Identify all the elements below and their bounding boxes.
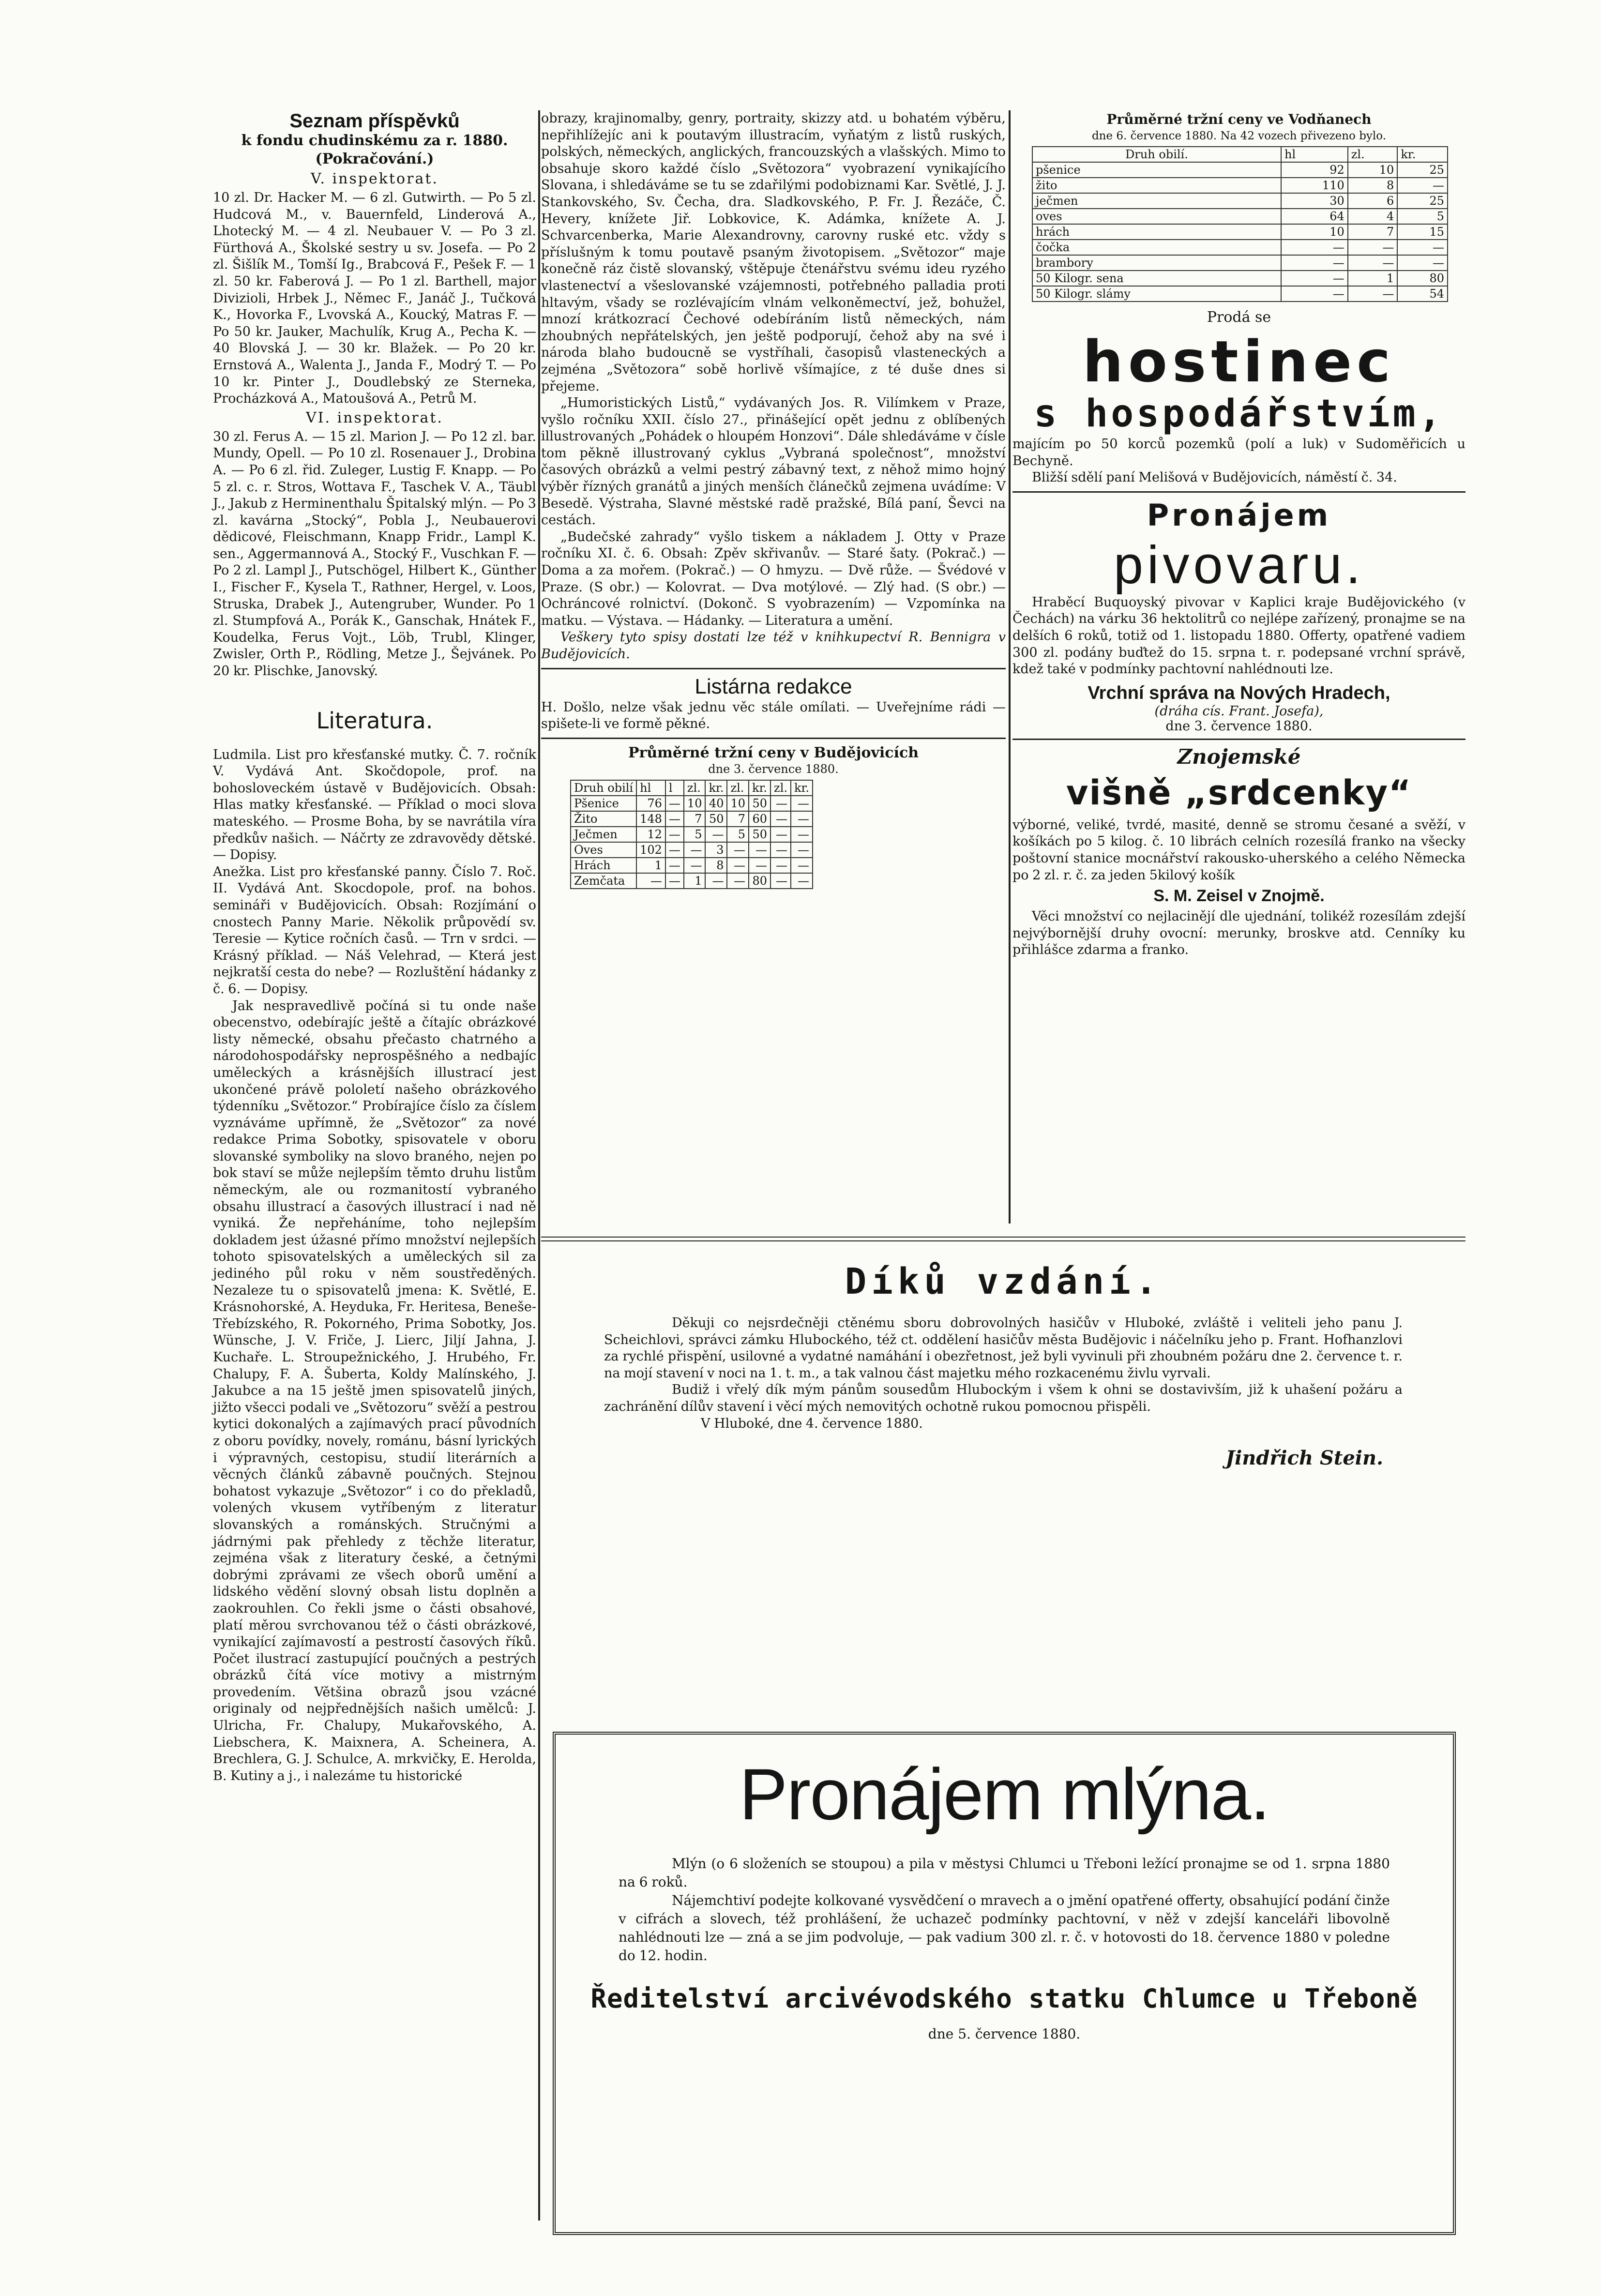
table-cell: — — [665, 873, 684, 889]
table-cell: 80 — [1397, 271, 1448, 286]
column-left — [213, 110, 536, 2259]
table-cell: 40 — [705, 796, 727, 811]
divider — [541, 668, 1006, 669]
table-cell: — — [770, 858, 791, 873]
table-cell: kr. — [749, 780, 770, 796]
table-cell: 7 — [1348, 224, 1398, 240]
table-cell: Pšenice — [571, 796, 636, 811]
table-cell: kr. — [705, 780, 727, 796]
table-cell: — — [665, 842, 684, 858]
table-cell: — — [636, 873, 665, 889]
literatura-ludmila: Ludmila. List pro křesťanské mutky. Č. 7. ročník V. Vydává Ant. Skočdopole, prof. na bohosloveckém ústavě v Budějovicích. Obsah: Hlas matky křesťanské. — Příklad o moci slova mateského. — Prosme Boha, by se navrátila víra předkův našich. — Náčrty ze zdravovědy dětské. — Dopisy. — [213, 747, 536, 863]
thanks-notice — [541, 1232, 1465, 1469]
table-cell: 1 — [684, 873, 706, 889]
hospodarstvim-title: s hospodářstvím, — [1034, 392, 1444, 436]
table-cell: — — [665, 811, 684, 827]
seznam-text-v: 10 zl. Dr. Hacker M. — 6 zl. Gutwirth. — Po 5 zl. Hudcová M., v. Bauernfeld, Linderová A., Lhotecký M. — 4 zl. Neubauer V. — Po 3 zl. Fürthová A., Školské sestry u sv. Josefa. — Po 2 zl. Šišlík M., Tomší Ig., Brabcová F., Pešek F. — 1 zl. 50 kr. Faberová J. — Po 1 zl. Barthell, major Divizioli, Hrbek J., Němec F., Janáč J., Tučková K., Hovorka F., Lvovská A., Koucký, Matras F. — Po 50 kr. Jauker, Machulík, Krug A., Pecha K. — 40 Blovská J. — 30 kr. Blažek. — Po 20 kr. Ernstová A., Walenta J., Janda F., Modrý T. — Po 10 kr. Pinter J., Doudlebský ze Sterneka, Procházková A., Matoušová A., Petrů M. — [213, 190, 536, 407]
table-cell: brambory — [1032, 255, 1281, 271]
table-cell: 102 — [636, 842, 665, 858]
zeisel-text: Věci množství co nejlacinějí dle ujednání, tolikéž rozesílám zdejší nejvýbornější druhy ovocní: merunky, broskve atd. Cenníky ku přihlášce zdarma a franko. — [1012, 909, 1465, 958]
literatura-title: Literatura. — [316, 707, 433, 734]
thanks-place: V Hluboké, dne 4. července 1880. — [701, 1416, 923, 1431]
thanks-text: Děkuji co nejsrdečněji ctěnému sboru dobrovolných hasičův v Hluboké, zvláště i veliteli jeho panu J. Scheichlovi, správci zámku Hlubockého, též ct. oddělení hasičův města Budějovic i náčelníku jeho p. Frant. Hofhanzlovi za rychlé přispění, usilovné a vydatné namáhání i obezřetnost, jež byli vyvinuli při zhoubném požáru dne 2. července t. r. na mojí stavení v noci na 1. t. m., a tak valnou část majetku mého rozkacenému živlu vyrvali. — [604, 1315, 1403, 1381]
table-cell: — — [749, 858, 770, 873]
prices-vodnany-title: Průměrné tržní ceny ve Vodňanech — [1106, 111, 1372, 127]
table-cell: 3 — [705, 842, 727, 858]
table-cell: — — [749, 842, 770, 858]
table-cell: 5 — [1397, 209, 1448, 224]
table-cell: — — [791, 873, 813, 889]
table-cell: 10 — [684, 796, 706, 811]
hostinec-contact: Bližší sdělí paní Melišová v Budějovicích, náměstí č. 34. — [1032, 470, 1397, 485]
column-middle — [541, 110, 1006, 1224]
table-cell: 76 — [636, 796, 665, 811]
table-cell: 5 — [684, 827, 706, 842]
budecske-zahrady: „Budečské zahrady“ vyšlo tiskem a nákladem J. Otty v Praze ročníku XI. č. 6. Obsah: Zpěv skřivanův. — Staré šaty. (Pokrač.) — Doma a za mořem. (Pokrač.) — O hmyzu. — Dvě růže. — Švédové v Praze. (S obr.) — Kolovrat. — Dva motýlové. — Zlý had. (S obr.) — Ochráncové rolnictví. (Dokonč. S vyobrazením) — Vzpomínka na matku. — Výstava. — Hádanky. — Literatura a umění. — [541, 529, 1006, 628]
divider — [1012, 491, 1465, 493]
table-cell: — — [705, 827, 727, 842]
table-cell: — — [1348, 286, 1398, 302]
table-cell: 30 — [1281, 193, 1348, 209]
knihkupectvi-note: Veškery tyto spisy dostati lze též v knihkupectví R. Bennigra v Budějovicích. — [541, 630, 1006, 662]
prices-budejovice-title: Průměrné tržní ceny v Budějovicích — [628, 744, 919, 761]
seznam-continued: (Pokračování.) — [315, 151, 434, 167]
table-row — [1032, 271, 1448, 286]
seznam-title: Seznam příspěvků — [289, 110, 460, 132]
table-row — [1032, 240, 1448, 255]
svetozor-continued: obrazy, krajinomalby, genry, portraity, skizzy atd. u bohatém výběru, nepřihlížejíc ani k poutavým illustracím, vyňatým z listů ruských, polských, německých, anglických, francouzských a vlašských. Mimo to obsahuje skoro každé číslo „Světozora“ vyobrazení vynikajícího Slovana, i shledáváme se tu se zdařilými podobiznami Kar. Světlé, J. J. Stankovského, Sv. Čecha, dra. Sladkovského, P. Fr. J. Řezáče, Č. Hevery, knížete Jiř. Lobkovice, K. Adámka, knížete A. J. Schvarcenberka, Marie Alexandrovny, carovny ruské etc. vždy s příslušným k tomu poutavě psaným životopisem. „Světozor“ maje konečně ráz čistě slovanský, vštěpuje čtenářstvu svému ideu ryzého vlastenectví a všeslovanské vzájemnosti, potřebného palladia proti hltavým, všady se rozlévajícím vlnám velkoněmectví, jež, bohužel, mnozí krátkozrací Čechové odebíráním listů německých, nám zhoubných nepřátelských, jen ještě podporují, čehož aby na své i národa blaho budoucně se vystříhali, časopisů vlasteneckých a zejména „Světozora“ sobě horlivě všímajíce, z té duše dnes si přejeme. — [541, 111, 1006, 394]
table-cell: 92 — [1281, 162, 1348, 178]
table-cell: 50 — [749, 827, 770, 842]
table-cell: — — [665, 796, 684, 811]
table-cell: 15 — [1397, 224, 1448, 240]
divider — [1012, 739, 1465, 740]
mill-office: Ředitelství arcivévodského statku Chlumce u Třeboně — [590, 1983, 1418, 2014]
section-v-inspektorat: V. inspektorat. — [311, 170, 438, 187]
table-cell: žito — [1032, 178, 1281, 193]
sprava-title: Vrchní správa na Nových Hradech, — [1087, 682, 1390, 703]
table-cell: 110 — [1281, 178, 1348, 193]
table-cell: 10 — [1281, 224, 1348, 240]
table-cell: — — [1281, 240, 1348, 255]
table-cell: 7 — [684, 811, 706, 827]
table-cell: l — [665, 780, 684, 796]
visne-text: výborné, veliké, tvrdé, masité, denně se stromu česané a svěží, v košíkách po 5 kilog. č. 10 librách celních rozesílá franko na všecky poštovní stanice mocnářství rakousko-uherského a celého Německa po 2 zl. r. č. za jeden 5kilový košík — [1012, 817, 1465, 883]
table-cell: Ječmen — [571, 827, 636, 842]
table-cell: Hrách — [571, 858, 636, 873]
table-row — [1032, 178, 1448, 193]
table-cell: hl — [1281, 147, 1348, 162]
table-cell: 5 — [727, 827, 749, 842]
divider — [541, 1237, 1465, 1241]
table-cell: — — [770, 796, 791, 811]
humoristicke-listy: „Humoristických Listů,“ vydávaných Jos. R. Vilímkem v Praze, vyšlo ročníku XXII. číslo 27., přinášející opět jednu z oblíbených illustrovaných „Pohádek o hloupém Honzovi“. Dále shledáváme v čísle tom pěkně illustrovaný cyklus „Vybraná společnost“, množství časových obrázků a velmi pestrý zábavný text, z něhož mimo hojný výběr řízných granátů a jiných menších článečků zejmena uvádíme: V Besedě. Výstraha, Slavné městské radě pražské, Bílá paní, Ševci na cestách. — [541, 395, 1006, 528]
table-row — [1032, 286, 1448, 302]
table-cell: ječmen — [1032, 193, 1281, 209]
table-cell: 1 — [1348, 271, 1398, 286]
prices-vodnany-date: dne 6. července 1880. Na 42 vozech přivezeno bylo. — [1091, 130, 1387, 142]
table-cell: Zemčata — [571, 873, 636, 889]
table-cell: — — [770, 842, 791, 858]
table-cell: 6 — [1348, 193, 1398, 209]
listarna-title: Listárna redakce — [695, 674, 852, 698]
table-cell: 50 Kilogr. sena — [1032, 271, 1281, 286]
table-cell: — — [791, 858, 813, 873]
table-cell: 50 — [705, 811, 727, 827]
table-row — [571, 842, 813, 858]
table-header-row — [571, 780, 813, 796]
table-cell: — — [665, 858, 684, 873]
table-row — [571, 873, 813, 889]
table-row — [1032, 209, 1448, 224]
seznam-text-vi: 30 zl. Ferus A. — 15 zl. Marion J. — Po 12 zl. bar. Mundy, Opell. — Po 10 zl. Rosenauer J., Drobina A. — Po 6 zl. řid. Zuleger, Lustig F. Knapp. — Po 5 zl. c. r. Stros, Wottava F., Taschek V. A., Täubl J., Jakub z Herminenthalu Špitalský mlýn. — Po 3 zl. kavárna „Stocký“, Pobla J., Neubauerovi dědicové, Fleischmann, Knapp Fridr., Lampl K. sen., Aggermannová A., Stocký F., Vuschkan F. — Po 2 zl. Lampl J., Putschögel, Hilbert K., Günther I., Fischer F., Kysela T., Rathner, Hergel, v. Loos, Struska, Drabek J., Autengruber, Wunder. Po 1 zl. Stumpfová A., Porák K., Ganschak, Hnátek F., Koudelka, Ferus Vojt., Löb, Trubl, Klinger, Zwisler, Orth P., Rödling, Metze J., Šejvánek. Po 20 kr. Plischke, Janovský. — [213, 429, 536, 679]
table-cell: 60 — [749, 811, 770, 827]
table-cell: 4 — [1348, 209, 1398, 224]
table-cell: 25 — [1397, 193, 1448, 209]
table-cell: — — [684, 858, 706, 873]
table-cell: — — [705, 873, 727, 889]
prices-budejovice-date: dne 3. července 1880. — [708, 762, 839, 776]
section-vi-inspektorat: VI. inspektorat. — [306, 409, 443, 426]
table-header-row — [1032, 147, 1448, 162]
hostinec-title: hostinec — [1082, 328, 1396, 395]
table-cell: kr. — [1397, 147, 1448, 162]
sprava-sub: (dráha cís. Frant. Josefa), — [1154, 703, 1324, 719]
table-cell: 10 — [727, 796, 749, 811]
table-cell: 1 — [636, 858, 665, 873]
column-rule-2 — [1009, 110, 1011, 1224]
mill-title: Pronájem mlýna. — [739, 1753, 1269, 1835]
thanks-text2: Budiž i vřelý dík mým pánům sousedům Hlubockým i všem k ohni se dostavivším, již k uhašení požáru a zachránění dílův stavení i věcí mých nemovitých ochotně rukou pomocnou přispěli. — [604, 1382, 1403, 1414]
table-cell: čočka — [1032, 240, 1281, 255]
table-cell: — — [1397, 255, 1448, 271]
table-cell: zl. — [770, 780, 791, 796]
table-cell: — — [791, 811, 813, 827]
table-cell: 7 — [727, 811, 749, 827]
table-row — [1032, 255, 1448, 271]
table-cell: — — [1397, 240, 1448, 255]
prices-budejovice-table — [570, 780, 813, 889]
table-cell: hrách — [1032, 224, 1281, 240]
table-cell: 50 — [749, 796, 770, 811]
table-cell: — — [791, 842, 813, 858]
pronajem-title: Pronájem — [1147, 497, 1331, 533]
table-cell: kr. — [791, 780, 813, 796]
table-cell: oves — [1032, 209, 1281, 224]
table-cell: — — [1281, 255, 1348, 271]
table-cell: Oves — [571, 842, 636, 858]
table-cell: — — [770, 873, 791, 889]
table-cell: Druh obilí. — [1032, 147, 1281, 162]
table-cell: zl. — [1348, 147, 1398, 162]
table-cell: 64 — [1281, 209, 1348, 224]
column-right — [1012, 110, 1465, 1253]
table-cell: 12 — [636, 827, 665, 842]
table-cell: 10 — [1348, 162, 1398, 178]
table-row — [571, 858, 813, 873]
table-row — [1032, 162, 1448, 178]
table-row — [571, 811, 813, 827]
mill-lease-ad — [553, 1732, 1456, 2235]
table-cell: — — [791, 827, 813, 842]
divider — [541, 738, 1006, 739]
thanks-title: Díků vzdání. — [845, 1261, 1162, 1302]
table-cell: — — [1348, 255, 1398, 271]
pivovaru-title: pivovaru. — [1113, 535, 1365, 595]
column-rule-1 — [538, 110, 540, 2220]
thanks-signature: Jindřich Stein. — [1225, 1447, 1383, 1470]
sprava-date: dne 3. července 1880. — [1165, 718, 1313, 734]
table-cell: — — [727, 858, 749, 873]
literatura-anezka: Anežka. List pro křesťanské panny. Číslo 7. Roč. II. Vydává Ant. Skocdopole, prof. na bohos. semináři v Budějovicích. Obsah: Rozjímání o cnostech Panny Marie. Několik průpovědí sv. Teresie — Kytice ročních časů. — Trn v srdci. — Krásný příklad. — Náš Velehrad, — Která jest nejkratší cesta do nebe? — Rozluštění hádanky z č. 6. — Dopisy. — [213, 864, 536, 997]
listarna-text: H. Došlo, nelze však jednu věc stále omílati. — Uveřejníme rádi — spišete-li ve formě pěkné. — [541, 699, 1006, 732]
table-cell: — — [1397, 178, 1448, 193]
hostinec-text: majícím po 50 korců pozemků (polí a luk) v Sudoměřicích u Bechyně. — [1012, 437, 1465, 468]
table-cell: Druh obilí — [571, 780, 636, 796]
table-cell: — — [1281, 271, 1348, 286]
table-cell: Žito — [571, 811, 636, 827]
table-cell: 8 — [705, 858, 727, 873]
table-cell: — — [1348, 240, 1398, 255]
table-cell: — — [770, 827, 791, 842]
table-cell: — — [727, 873, 749, 889]
prodá-se: Prodá se — [1207, 309, 1271, 326]
zeisel-name: S. M. Zeisel v Znojmě. — [1153, 887, 1325, 906]
table-cell: 8 — [1348, 178, 1398, 193]
table-cell: 148 — [636, 811, 665, 827]
mill-text2: Nájemchtiví podejte kolkované vysvědčení o mravech a o jmění opatřené offerty, obsahující podání činže v cifrách a slovech, též prohlášení, že uchazeč podmínky pachtovní, v něž v zdejší kanceláři libovolně nahlédnouti lze — zná a se jim podvoluje, — pak vadium 300 zl. r. č. v hotovosti do 18. července 1880 v poledne do 12. hodin. — [619, 1892, 1390, 1964]
table-cell: — — [791, 796, 813, 811]
table-cell: — — [1281, 286, 1348, 302]
table-cell: — — [770, 811, 791, 827]
table-cell: zl. — [684, 780, 706, 796]
table-cell: 80 — [749, 873, 770, 889]
table-cell: — — [684, 842, 706, 858]
pivovar-text: Hraběcí Buquoyský pivovar v Kaplici kraje Budějovického (v Čechách) na várku 36 hektolitrů co nejlépe zařízený, pronajme se na delších 6 roků, totiž od 1. listopadu 1880. Offerty, opatřené vadiem 300 zl. podány buďtež do 15. srpna t. r. podepsané vrchní správě, kdež také v podmínky pachtovní nahlédnouti lze. — [1012, 594, 1465, 677]
prices-vodnany-table — [1032, 146, 1448, 302]
table-cell: zl. — [727, 780, 749, 796]
table-row — [571, 827, 813, 842]
znojemske-title: Znojemské — [1177, 744, 1301, 769]
table-row — [1032, 224, 1448, 240]
table-cell: pšenice — [1032, 162, 1281, 178]
table-cell: 25 — [1397, 162, 1448, 178]
table-row — [571, 796, 813, 811]
literatura-svetozor: Jak nespravedlivě počíná si tu onde naše obecenstvo, odebírajíc ještě a čítajíc obrázkové listy německé, obsahu přečasto chatrného a národohospodářsky neprospěšného a nedbajíc uměleckých a krásnějších illustrací jest ukončené právě pololetí našeho obrázkového týdenníku „Světozor.“ Probírajíce číslo za číslem vyznáváme upřímně, že „Světozor“ za nové redakce Prima Sobotky, spisovatele v oboru slovanské symboliky na slovo braného, nejen po bok staví se může nejlepším těmto druhu listům německým, ale ou rozmanitostí vybraného obsahu illustrací a časových illustrací i nad ně vyniká. Že nepřeháníme, toho nejlepším dokladem jest úžasné přímo množství nejlepších tohoto spisovatelských a uměleckých sil za jediného půl roku v něm soustředěných. Nezaleze tu o spisovatelů jmena: K. Světlé, E. Krásnohorské, A. Heyduka, Fr. Heritesa, Beneše-Třebízského, R. Pokorného, Prima Sobotky, Jos. Wünsche, J. V. Friče, J. Lierc, Jiljí Jahna, J. Kuchaře. L. Stroupežnického, J. Hrubého, Fr. Chalupy, F. A. Šuberta, Koldy Malínského, J. Jakubce a na 15 ještě jmen spisovatelů jiných, jižto všecci podali ve „Světozoru“ svěží a pestrou kytici dokonalých a zajímavých prací původních z oboru povídky, novely, románu, básní lyrických i výpravných, cestopisu, studií literárních a věcných článků zábavně poučných. Stejnou bohatost vykazuje „Světozor“ i co do překladů, volených vkusem vytříbeným z literatur slovanských a románských. Stručnými a jádrnými pak přehledy z těchže literatur, zejména však z literatury české, a četnými dobrými zprávami ze všech oborů umění a lidského vědění slovný obsah listu doplněn a zaokrouhlen. Co řekli jsme o části obsahové, platí měrou svrchovanou též o části obrázkové, vynikající zajímavostí a pestrostí časových říků. Počet ilustrací zastupující poučných a pestrých obrázků čítá více motivy a mistrným provedením. Většina obrazů jsou vzácné originaly od nejpřednějších našich umělců: J. Ulricha, Fr. Chalupy, Mukařovského, A. Liebschera, K. Maixnera, A. Scheinera, A. Brechlera, G. J. Schulce, A. mrkvičky, E. Herolda, B. Kutiny a j., i nalezáme tu historické — [213, 998, 536, 1783]
seznam-subtitle: k fondu chudinskému za r. 1880. — [241, 132, 508, 149]
table-cell: — — [727, 842, 749, 858]
visne-title: višně „srdcenky“ — [1066, 772, 1412, 813]
mill-text: Mlýn (o 6 složeních se stoupou) a pila v městysi Chlumci u Třeboni ležící pronajme se od 1. srpna 1880 na 6 roků. — [619, 1856, 1390, 1890]
table-cell: — — [665, 827, 684, 842]
mill-date: dne 5. července 1880. — [928, 2026, 1081, 2042]
table-cell: hl — [636, 780, 665, 796]
table-cell: 50 Kilogr. slámy — [1032, 286, 1281, 302]
table-cell: 54 — [1397, 286, 1448, 302]
table-row — [1032, 193, 1448, 209]
